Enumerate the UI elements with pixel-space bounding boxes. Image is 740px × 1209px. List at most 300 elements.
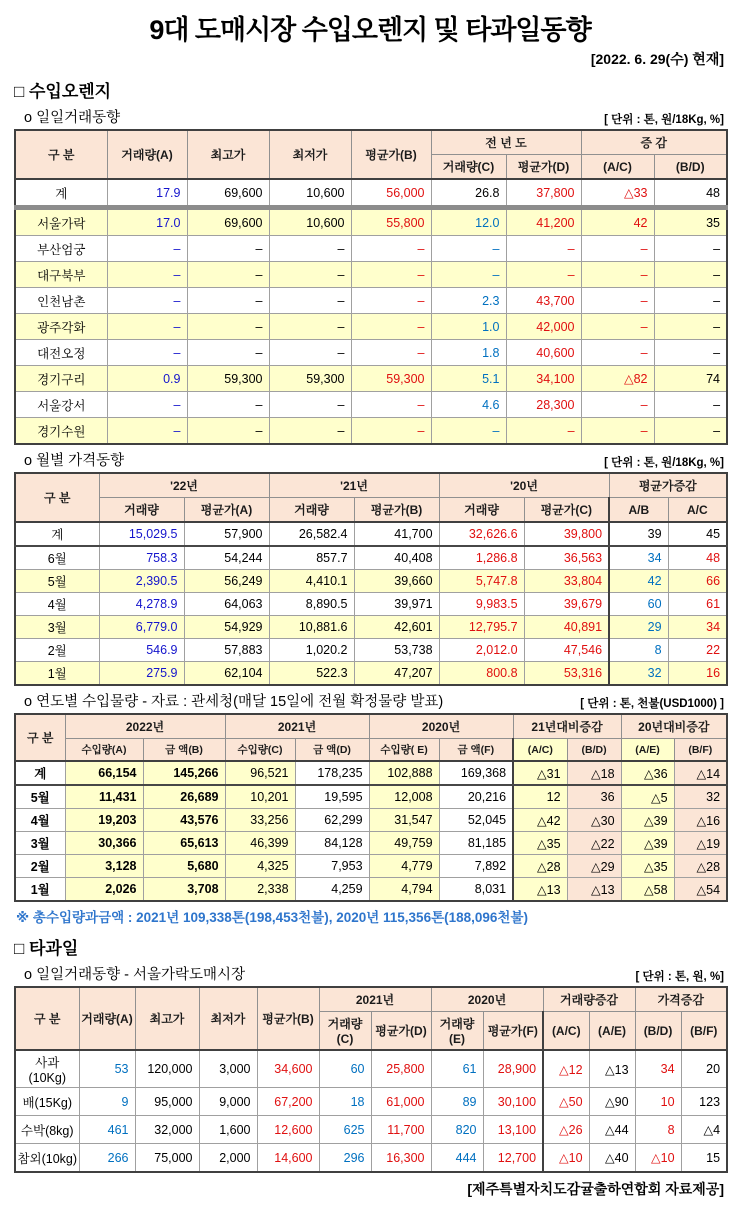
value-cell: △18 bbox=[567, 761, 621, 785]
value-cell: 19,203 bbox=[65, 809, 143, 832]
value-cell: △10 bbox=[635, 1144, 681, 1173]
value-cell: 57,900 bbox=[184, 522, 269, 546]
table-row bbox=[15, 593, 727, 616]
value-cell: 66,154 bbox=[65, 761, 143, 785]
value-cell: 26.8 bbox=[431, 179, 506, 208]
value-cell: △10 bbox=[543, 1144, 589, 1173]
value-cell: 42,601 bbox=[354, 616, 439, 639]
value-cell: 266 bbox=[79, 1144, 135, 1173]
table-header-row bbox=[15, 987, 727, 1012]
value-cell: 178,235 bbox=[295, 761, 369, 785]
row-header-cell: 2월 bbox=[15, 855, 65, 878]
value-cell: – bbox=[654, 262, 727, 288]
row-header-cell: 대구북부 bbox=[15, 262, 107, 288]
value-cell: 5,747.8 bbox=[439, 570, 524, 593]
value-cell: 32,626.6 bbox=[439, 522, 524, 546]
column-header: 거래량(C) bbox=[431, 155, 506, 180]
value-cell: 34 bbox=[635, 1050, 681, 1088]
value-cell: – bbox=[431, 418, 506, 445]
value-cell: – bbox=[654, 418, 727, 445]
value-cell: 89 bbox=[431, 1088, 483, 1116]
table-row bbox=[15, 1088, 727, 1116]
value-cell: 4,410.1 bbox=[269, 570, 354, 593]
value-cell: 1,600 bbox=[199, 1116, 257, 1144]
value-cell: – bbox=[351, 418, 431, 445]
row-header-cell: 2월 bbox=[15, 639, 99, 662]
value-cell: – bbox=[269, 288, 351, 314]
value-cell: 1.8 bbox=[431, 340, 506, 366]
column-group-header: '21년 bbox=[269, 473, 439, 498]
table-row bbox=[15, 236, 727, 262]
value-cell: 145,266 bbox=[143, 761, 225, 785]
value-cell: 43,700 bbox=[506, 288, 581, 314]
column-header: 평균가(B) bbox=[351, 130, 431, 179]
value-cell: 84,128 bbox=[295, 832, 369, 855]
value-cell: 30,100 bbox=[483, 1088, 543, 1116]
column-header: 최저가 bbox=[199, 987, 257, 1050]
value-cell: △36 bbox=[621, 761, 674, 785]
table-row bbox=[15, 1116, 727, 1144]
column-header: 수입량(C) bbox=[225, 739, 295, 762]
table-row bbox=[15, 179, 727, 208]
value-cell: 17.9 bbox=[107, 179, 187, 208]
value-cell: 28,900 bbox=[483, 1050, 543, 1088]
table-row bbox=[15, 855, 727, 878]
column-header: 금 액(B) bbox=[143, 739, 225, 762]
value-cell: 2.3 bbox=[431, 288, 506, 314]
value-cell: △13 bbox=[589, 1050, 635, 1088]
value-cell: △50 bbox=[543, 1088, 589, 1116]
value-cell: 39 bbox=[609, 522, 668, 546]
monthly-price-table bbox=[14, 472, 728, 686]
other-fruit-table bbox=[14, 986, 728, 1173]
value-cell: – bbox=[187, 340, 269, 366]
value-cell: 25,800 bbox=[371, 1050, 431, 1088]
value-cell: – bbox=[269, 340, 351, 366]
value-cell: 96,521 bbox=[225, 761, 295, 785]
row-header-cell: 계 bbox=[15, 179, 107, 208]
value-cell: 40,600 bbox=[506, 340, 581, 366]
subsection-monthly-trend: o 월별 가격동향 bbox=[24, 453, 125, 469]
value-cell: – bbox=[581, 262, 654, 288]
value-cell: 18 bbox=[319, 1088, 371, 1116]
value-cell: 19,595 bbox=[295, 785, 369, 809]
row-header-cell: 4월 bbox=[15, 593, 99, 616]
table-header-row bbox=[15, 130, 727, 155]
value-cell: 10,600 bbox=[269, 179, 351, 208]
value-cell: △90 bbox=[589, 1088, 635, 1116]
value-cell: △5 bbox=[621, 785, 674, 809]
value-cell: △13 bbox=[567, 878, 621, 902]
row-header-cell: 계 bbox=[15, 522, 99, 546]
column-header: 거래량 bbox=[269, 498, 354, 523]
value-cell: 67,200 bbox=[257, 1088, 319, 1116]
column-header: 평균가(C) bbox=[524, 498, 609, 523]
row-header-cell: 부산엄궁 bbox=[15, 236, 107, 262]
column-group-header: 평균가증감 bbox=[609, 473, 727, 498]
value-cell: – bbox=[187, 288, 269, 314]
value-cell: 4,794 bbox=[369, 878, 439, 902]
column-header: 금 액(F) bbox=[439, 739, 513, 762]
value-cell: 59,300 bbox=[351, 366, 431, 392]
column-header: 최고가 bbox=[187, 130, 269, 179]
row-header-cell: 참외(10kg) bbox=[15, 1144, 79, 1173]
row-header-cell: 1월 bbox=[15, 662, 99, 686]
value-cell: 4.6 bbox=[431, 392, 506, 418]
value-cell: 522.3 bbox=[269, 662, 354, 686]
column-header: 거래량(E) bbox=[431, 1012, 483, 1051]
value-cell: 0.9 bbox=[107, 366, 187, 392]
value-cell: 46,399 bbox=[225, 832, 295, 855]
value-cell: 12,600 bbox=[257, 1116, 319, 1144]
column-group-header: 전 년 도 bbox=[431, 130, 581, 155]
value-cell: 52,045 bbox=[439, 809, 513, 832]
value-cell: 13,100 bbox=[483, 1116, 543, 1144]
column-header: (A/C) bbox=[581, 155, 654, 180]
yearly-import-table bbox=[14, 713, 728, 902]
value-cell: 10 bbox=[635, 1088, 681, 1116]
column-header: (B/D) bbox=[654, 155, 727, 180]
value-cell: 275.9 bbox=[99, 662, 184, 686]
value-cell: △82 bbox=[581, 366, 654, 392]
table-row bbox=[15, 1144, 727, 1173]
unit-label-other-fruit: [ 단위 : 톤, 원, %] bbox=[635, 971, 724, 983]
value-cell: 35 bbox=[654, 208, 727, 236]
subsection-daily-trend: o 일일거래동향 bbox=[24, 110, 121, 126]
section-heading-imported-orange: □ 수입오렌지 bbox=[14, 82, 112, 101]
value-cell: – bbox=[506, 418, 581, 445]
column-header: 평균가(F) bbox=[483, 1012, 543, 1051]
value-cell: 55,800 bbox=[351, 208, 431, 236]
column-header: 거래량(A) bbox=[79, 987, 135, 1050]
value-cell: △16 bbox=[674, 809, 727, 832]
value-cell: 2,000 bbox=[199, 1144, 257, 1173]
value-cell: 60 bbox=[319, 1050, 371, 1088]
value-cell: △28 bbox=[674, 855, 727, 878]
column-header: 평균가(D) bbox=[371, 1012, 431, 1051]
value-cell: – bbox=[107, 288, 187, 314]
value-cell: 16,300 bbox=[371, 1144, 431, 1173]
value-cell: 12.0 bbox=[431, 208, 506, 236]
value-cell: 9,000 bbox=[199, 1088, 257, 1116]
column-header: 거래량 bbox=[439, 498, 524, 523]
table-row bbox=[15, 418, 727, 445]
table-row bbox=[15, 878, 727, 902]
value-cell: 40,408 bbox=[354, 546, 439, 570]
row-header-cell: 광주각화 bbox=[15, 314, 107, 340]
value-cell: 1,286.8 bbox=[439, 546, 524, 570]
value-cell: 7,953 bbox=[295, 855, 369, 878]
value-cell: 60 bbox=[609, 593, 668, 616]
value-cell: 625 bbox=[319, 1116, 371, 1144]
value-cell: 56,249 bbox=[184, 570, 269, 593]
value-cell: 53,316 bbox=[524, 662, 609, 686]
value-cell: 42,000 bbox=[506, 314, 581, 340]
value-cell: – bbox=[187, 314, 269, 340]
column-group-header: 2021년 bbox=[319, 987, 431, 1012]
subsection-yearly-imports: o 연도별 수입물량 - 자료 : 관세청(매달 15일에 전월 확정물량 발표) bbox=[24, 694, 444, 710]
value-cell: – bbox=[581, 288, 654, 314]
value-cell: 857.7 bbox=[269, 546, 354, 570]
subsection-other-fruit-daily: o 일일거래동향 - 서울가락도매시장 bbox=[24, 967, 246, 983]
value-cell: – bbox=[187, 418, 269, 445]
value-cell: 75,000 bbox=[135, 1144, 199, 1173]
daily-orange-table bbox=[14, 129, 728, 445]
value-cell: 7,892 bbox=[439, 855, 513, 878]
row-header-cell: 3월 bbox=[15, 832, 65, 855]
value-cell: – bbox=[506, 262, 581, 288]
row-header-cell: 사과(10Kg) bbox=[15, 1050, 79, 1088]
value-cell: – bbox=[187, 262, 269, 288]
value-cell: 296 bbox=[319, 1144, 371, 1173]
column-header: 구 분 bbox=[15, 473, 99, 522]
report-date: [2022. 6. 29(수) 현재] bbox=[590, 51, 724, 67]
value-cell: 2,026 bbox=[65, 878, 143, 902]
value-cell: – bbox=[581, 340, 654, 366]
value-cell: 28,300 bbox=[506, 392, 581, 418]
value-cell: △30 bbox=[567, 809, 621, 832]
value-cell: 81,185 bbox=[439, 832, 513, 855]
column-header: 수입량(A) bbox=[65, 739, 143, 762]
row-header-cell: 5월 bbox=[15, 785, 65, 809]
value-cell: 12 bbox=[513, 785, 567, 809]
value-cell: △22 bbox=[567, 832, 621, 855]
value-cell: 54,929 bbox=[184, 616, 269, 639]
table-row bbox=[15, 809, 727, 832]
value-cell: 26,582.4 bbox=[269, 522, 354, 546]
value-cell: – bbox=[581, 236, 654, 262]
value-cell: 47,207 bbox=[354, 662, 439, 686]
value-cell: – bbox=[269, 236, 351, 262]
value-cell: 32,000 bbox=[135, 1116, 199, 1144]
value-cell: △40 bbox=[589, 1144, 635, 1173]
value-cell: 41,200 bbox=[506, 208, 581, 236]
data-source-credit: [제주특별자치도감귤출하연합회 자료제공] bbox=[467, 1181, 724, 1197]
value-cell: 15 bbox=[681, 1144, 727, 1173]
table-row bbox=[15, 785, 727, 809]
value-cell: 461 bbox=[79, 1116, 135, 1144]
value-cell: – bbox=[187, 236, 269, 262]
column-header: 최저가 bbox=[269, 130, 351, 179]
value-cell: △13 bbox=[513, 878, 567, 902]
value-cell: – bbox=[351, 314, 431, 340]
column-group-header: 2021년 bbox=[225, 714, 369, 739]
value-cell: 65,613 bbox=[143, 832, 225, 855]
table-row bbox=[15, 366, 727, 392]
value-cell: – bbox=[269, 262, 351, 288]
value-cell: 9 bbox=[79, 1088, 135, 1116]
table-row bbox=[15, 639, 727, 662]
value-cell: 37,800 bbox=[506, 179, 581, 208]
value-cell: – bbox=[351, 262, 431, 288]
value-cell: 49,759 bbox=[369, 832, 439, 855]
value-cell: 8,890.5 bbox=[269, 593, 354, 616]
value-cell: 546.9 bbox=[99, 639, 184, 662]
value-cell: – bbox=[654, 392, 727, 418]
value-cell: – bbox=[269, 418, 351, 445]
column-header: 구 분 bbox=[15, 714, 65, 761]
row-header-cell: 1월 bbox=[15, 878, 65, 902]
value-cell: – bbox=[107, 392, 187, 418]
value-cell: 12,795.7 bbox=[439, 616, 524, 639]
value-cell: 36 bbox=[567, 785, 621, 809]
value-cell: 11,431 bbox=[65, 785, 143, 809]
value-cell: 45 bbox=[668, 522, 727, 546]
column-group-header: 20년대비증감 bbox=[621, 714, 727, 739]
column-header: 거래량 bbox=[99, 498, 184, 523]
value-cell: △58 bbox=[621, 878, 674, 902]
value-cell: △35 bbox=[513, 832, 567, 855]
value-cell: 22 bbox=[668, 639, 727, 662]
value-cell: – bbox=[431, 262, 506, 288]
value-cell: 10,881.6 bbox=[269, 616, 354, 639]
value-cell: △42 bbox=[513, 809, 567, 832]
column-group-header: 증 감 bbox=[581, 130, 727, 155]
value-cell: – bbox=[351, 392, 431, 418]
column-header: 평균가(A) bbox=[184, 498, 269, 523]
value-cell: 48 bbox=[668, 546, 727, 570]
value-cell: – bbox=[581, 392, 654, 418]
value-cell: 34 bbox=[609, 546, 668, 570]
value-cell: 820 bbox=[431, 1116, 483, 1144]
unit-label-monthly: [ 단위 : 톤, 원/18Kg, %] bbox=[604, 457, 724, 469]
value-cell: – bbox=[107, 340, 187, 366]
value-cell: 59,300 bbox=[187, 366, 269, 392]
monthly-trend-subheading-row bbox=[24, 449, 724, 470]
value-cell: 4,325 bbox=[225, 855, 295, 878]
value-cell: 39,660 bbox=[354, 570, 439, 593]
value-cell: 39,679 bbox=[524, 593, 609, 616]
table-row bbox=[15, 314, 727, 340]
row-header-cell: 경기수원 bbox=[15, 418, 107, 445]
column-group-header: 거래량증감 bbox=[543, 987, 635, 1012]
value-cell: △39 bbox=[621, 832, 674, 855]
column-header: 수입량( E) bbox=[369, 739, 439, 762]
value-cell: 74 bbox=[654, 366, 727, 392]
row-header-cell: 서울가락 bbox=[15, 208, 107, 236]
value-cell: △28 bbox=[513, 855, 567, 878]
value-cell: △14 bbox=[674, 761, 727, 785]
table-row bbox=[15, 1050, 727, 1088]
value-cell: 48 bbox=[654, 179, 727, 208]
value-cell: 34,600 bbox=[257, 1050, 319, 1088]
column-header: 평균가(B) bbox=[257, 987, 319, 1050]
value-cell: △54 bbox=[674, 878, 727, 902]
value-cell: △44 bbox=[589, 1116, 635, 1144]
value-cell: – bbox=[351, 288, 431, 314]
value-cell: 3,000 bbox=[199, 1050, 257, 1088]
column-header: (A/E) bbox=[621, 739, 674, 762]
value-cell: 62,299 bbox=[295, 809, 369, 832]
value-cell: – bbox=[581, 314, 654, 340]
value-cell: – bbox=[107, 262, 187, 288]
value-cell: – bbox=[107, 236, 187, 262]
value-cell: 9,983.5 bbox=[439, 593, 524, 616]
value-cell: 36,563 bbox=[524, 546, 609, 570]
row-header-cell: 6월 bbox=[15, 546, 99, 570]
value-cell: 42 bbox=[609, 570, 668, 593]
value-cell: 40,891 bbox=[524, 616, 609, 639]
column-header: 최고가 bbox=[135, 987, 199, 1050]
table-row bbox=[15, 522, 727, 546]
total-import-note: ※ 총수입량과금액 : 2021년 109,338톤(198,453천불), 2020년 115,356톤(188,096천불) bbox=[16, 910, 528, 925]
value-cell: 34,100 bbox=[506, 366, 581, 392]
value-cell: 20 bbox=[681, 1050, 727, 1088]
value-cell: – bbox=[107, 418, 187, 445]
page-title: 9대 도매시장 수입오렌지 및 타과일동향 bbox=[149, 15, 591, 45]
column-group-header: 가격증감 bbox=[635, 987, 727, 1012]
value-cell: 43,576 bbox=[143, 809, 225, 832]
value-cell: 56,000 bbox=[351, 179, 431, 208]
value-cell: 2,012.0 bbox=[439, 639, 524, 662]
value-cell: 59,300 bbox=[269, 366, 351, 392]
column-group-header: '22년 bbox=[99, 473, 269, 498]
value-cell: 4,779 bbox=[369, 855, 439, 878]
row-header-cell: 대전오정 bbox=[15, 340, 107, 366]
value-cell: 33,804 bbox=[524, 570, 609, 593]
value-cell: 41,700 bbox=[354, 522, 439, 546]
value-cell: 64,063 bbox=[184, 593, 269, 616]
value-cell: 4,259 bbox=[295, 878, 369, 902]
value-cell: 444 bbox=[431, 1144, 483, 1173]
column-header: 구 분 bbox=[15, 987, 79, 1050]
column-header: 평균가(B) bbox=[354, 498, 439, 523]
table-row bbox=[15, 392, 727, 418]
value-cell: – bbox=[654, 236, 727, 262]
value-cell: 102,888 bbox=[369, 761, 439, 785]
row-header-cell: 경기구리 bbox=[15, 366, 107, 392]
row-header-cell: 서울강서 bbox=[15, 392, 107, 418]
value-cell: 12,700 bbox=[483, 1144, 543, 1173]
value-cell: 1,020.2 bbox=[269, 639, 354, 662]
value-cell: 57,883 bbox=[184, 639, 269, 662]
value-cell: 20,216 bbox=[439, 785, 513, 809]
value-cell: 10,201 bbox=[225, 785, 295, 809]
column-header: (B/D) bbox=[567, 739, 621, 762]
value-cell: 14,600 bbox=[257, 1144, 319, 1173]
value-cell: – bbox=[351, 340, 431, 366]
value-cell: 15,029.5 bbox=[99, 522, 184, 546]
value-cell: 26,689 bbox=[143, 785, 225, 809]
table-row bbox=[15, 662, 727, 686]
other-fruit-subheading-row bbox=[24, 963, 724, 984]
value-cell: 61,000 bbox=[371, 1088, 431, 1116]
value-cell: 3,708 bbox=[143, 878, 225, 902]
column-header: (B/F) bbox=[674, 739, 727, 762]
value-cell: 16 bbox=[668, 662, 727, 686]
row-header-cell: 4월 bbox=[15, 809, 65, 832]
table-row bbox=[15, 288, 727, 314]
column-group-header: 21년대비증감 bbox=[513, 714, 621, 739]
value-cell: 95,000 bbox=[135, 1088, 199, 1116]
column-header: 평균가(D) bbox=[506, 155, 581, 180]
column-header: 구 분 bbox=[15, 130, 107, 179]
value-cell: 69,600 bbox=[187, 208, 269, 236]
value-cell: 10,600 bbox=[269, 208, 351, 236]
row-header-cell: 계 bbox=[15, 761, 65, 785]
table-header-row bbox=[15, 473, 727, 498]
value-cell: 39,800 bbox=[524, 522, 609, 546]
value-cell: 62,104 bbox=[184, 662, 269, 686]
value-cell: △19 bbox=[674, 832, 727, 855]
value-cell: △31 bbox=[513, 761, 567, 785]
value-cell: – bbox=[269, 314, 351, 340]
column-group-header: '20년 bbox=[439, 473, 609, 498]
value-cell: 61 bbox=[431, 1050, 483, 1088]
value-cell: 39,971 bbox=[354, 593, 439, 616]
value-cell: 5,680 bbox=[143, 855, 225, 878]
value-cell: 2,390.5 bbox=[99, 570, 184, 593]
